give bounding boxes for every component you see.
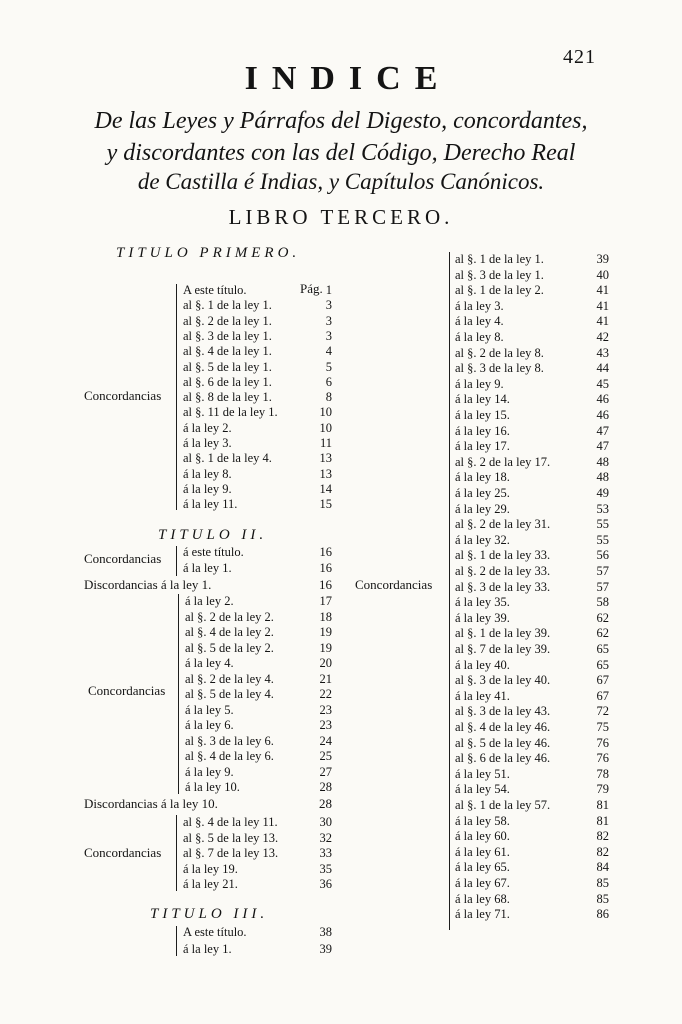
index-entry-page: 17 <box>319 594 332 608</box>
index-entry <box>455 875 609 891</box>
index-entry-text: á la ley 19. <box>183 861 238 876</box>
index-entry <box>455 532 609 548</box>
index-entry <box>183 297 332 313</box>
index-entry <box>455 641 609 657</box>
concordancias-label-t1: Concordancias <box>84 388 162 403</box>
index-entry <box>185 733 332 749</box>
index-entry-text: al §. 5 de la ley 2. <box>185 640 274 655</box>
discordancias-t2-2-page: 28 <box>319 796 332 811</box>
index-entry <box>455 313 609 329</box>
index-entry <box>455 781 609 797</box>
index-entry-page: 81 <box>596 798 609 812</box>
index-entry-page: 49 <box>596 486 609 500</box>
index-entry <box>455 735 609 751</box>
index-entry-text: al §. 4 de la ley 6. <box>185 749 274 763</box>
index-entry-page: 10 <box>319 420 332 435</box>
index-entry-page: 65 <box>596 642 609 656</box>
index-entry-text: á la ley 16. <box>455 423 510 438</box>
index-entry-text: al §. 5 de la ley 46. <box>455 735 551 750</box>
index-entry-page: 13 <box>319 451 332 466</box>
index-entry <box>185 717 332 733</box>
titulo-primero-heading: TITULO PRIMERO. <box>116 245 301 261</box>
index-entry <box>455 672 609 688</box>
index-entry-page: 79 <box>596 782 609 797</box>
index-entry <box>185 655 332 671</box>
index-entry <box>455 391 609 407</box>
index-entry <box>455 657 609 673</box>
index-entry <box>455 719 609 735</box>
index-entry-page: 25 <box>319 749 332 763</box>
index-entry-text: á la ley 6. <box>185 718 234 732</box>
index-entry-page: 16 <box>319 545 332 559</box>
index-entry-text: á la ley 11. <box>183 497 238 512</box>
index-entry-text: á la ley 8. <box>455 330 504 344</box>
index-entry-page: 76 <box>596 751 609 766</box>
index-entry-page: 5 <box>325 359 332 374</box>
index-entry-text: á la ley 3. <box>183 436 232 450</box>
index-entry-text: al §. 3 de la ley 8. <box>455 361 544 376</box>
index-entry-text: á la ley 9. <box>185 764 234 779</box>
index-entry <box>183 924 332 940</box>
index-entry <box>183 830 332 846</box>
index-entry <box>183 374 332 390</box>
index-entry <box>455 407 609 423</box>
index-entry-text: á la ley 15. <box>455 408 510 422</box>
index-entry-page: 62 <box>596 610 609 625</box>
index-entry-text: al §. 7 de la ley 39. <box>455 642 551 656</box>
index-entry-text: á la ley 71. <box>455 907 510 922</box>
index-entry <box>455 298 609 314</box>
index-entry <box>183 404 332 420</box>
index-entry-text: á la ley 9. <box>183 481 232 496</box>
index-entry <box>455 454 609 470</box>
index-entry <box>455 469 609 485</box>
index-entry-page: 3 <box>325 298 332 313</box>
index-entry-page: 28 <box>319 780 332 794</box>
index-entry-page: 24 <box>319 733 332 748</box>
index-entry-text: al §. 2 de la ley 1. <box>183 313 272 328</box>
index-entry-text: á la ley 54. <box>455 782 510 797</box>
index-entry <box>183 343 332 359</box>
index-entry <box>185 764 332 780</box>
index-entry-page: 35 <box>319 861 332 876</box>
index-entry-text: al §. 5 de la ley 1. <box>183 359 272 374</box>
index-entry-text: al §. 2 de la ley 31. <box>455 517 551 532</box>
index-entry-text: al §. 4 de la ley 11. <box>183 815 278 829</box>
index-entry-text: A este título. <box>183 925 247 939</box>
index-entry-text: á la ley 51. <box>455 766 510 781</box>
index-entry-text: á la ley 21. <box>183 877 238 891</box>
index-entry <box>185 686 332 702</box>
index-entry-page: 27 <box>319 764 332 779</box>
index-entry-text: á la ley 8. <box>183 466 232 481</box>
index-entry-page: 67 <box>596 673 609 688</box>
index-entry <box>455 282 609 298</box>
index-entry-page: 4 <box>325 344 332 359</box>
index-entry-text: A este título. <box>183 283 247 297</box>
index-entry-page: 41 <box>596 298 609 313</box>
brace-t3 <box>176 926 177 956</box>
index-entry-text: á la ley 18. <box>455 470 510 485</box>
index-entry-text: á la ley 2. <box>183 420 232 435</box>
index-entry-text: á la ley 3. <box>455 298 504 313</box>
index-entry <box>455 610 609 626</box>
index-entry-page: 13 <box>319 466 332 481</box>
index-entry-page: 47 <box>596 423 609 438</box>
index-entry-page: 55 <box>596 532 609 547</box>
index-entry <box>183 845 332 861</box>
index-entry-text: á la ley 1. <box>183 942 232 956</box>
index-entry-text: á la ley 39. <box>455 610 510 625</box>
index-entry-page: 8 <box>325 390 332 405</box>
index-entry-text: á la ley 1. <box>183 560 232 575</box>
index-entry <box>183 814 332 830</box>
index-entry <box>183 328 332 344</box>
index-entry-page: 46 <box>596 392 609 407</box>
index-entry-page: 44 <box>596 361 609 376</box>
index-entry-text: á este título. <box>183 545 244 559</box>
index-entry-page: 85 <box>596 891 609 906</box>
index-entry-text: al §. 1 de la ley 1. <box>455 252 544 266</box>
index-entry-text: á la ley 65. <box>455 860 510 875</box>
index-entry-text: al §. 11 de la ley 1. <box>183 405 278 420</box>
concordancias-label-right: Concordancias <box>355 577 433 592</box>
index-entry <box>455 891 609 907</box>
brace-t2c <box>176 815 177 891</box>
index-entry <box>183 420 332 436</box>
index-entry-text: al §. 4 de la ley 2. <box>185 625 274 639</box>
page-number: 421 <box>563 46 596 68</box>
index-entry-text: al §. 3 de la ley 33. <box>455 579 551 594</box>
index-entry-page: 72 <box>596 704 609 719</box>
index-entry-page: 58 <box>596 595 609 610</box>
index-entry <box>183 389 332 405</box>
index-entry-text: á la ley 17. <box>455 439 510 454</box>
book-title: LIBRO TERCERO. <box>228 205 454 229</box>
index-entry-text: al §. 6 de la ley 46. <box>455 751 551 766</box>
index-entry-text: á la ley 9. <box>455 376 504 391</box>
index-entry-text: al §. 1 de la ley 1. <box>183 298 272 313</box>
discordancias-t2-1: Discordancias á la ley 1. <box>84 577 212 592</box>
index-entry-page: 41 <box>596 283 609 298</box>
index-entry-text: al §. 5 de la ley 13. <box>183 830 279 845</box>
concordancias-label-t2b: Concordancias <box>88 683 166 698</box>
index-entry <box>455 594 609 610</box>
index-entry <box>455 625 609 641</box>
index-entry <box>183 313 332 329</box>
index-entry-page: 32 <box>319 830 332 845</box>
index-entry <box>455 547 609 563</box>
index-entry <box>455 844 609 860</box>
index-entry-page: 42 <box>596 330 609 344</box>
page-title: INDICE <box>244 60 452 97</box>
index-entry-page: 23 <box>319 718 332 732</box>
subtitle-line-2: y discordantes con las del Código, Derecho Real <box>106 140 576 166</box>
index-entry <box>455 267 609 283</box>
brace-t2b <box>178 594 179 794</box>
index-entry-text: al §. 1 de la ley 39. <box>455 626 551 641</box>
index-entry <box>455 360 609 376</box>
index-entry <box>455 438 609 454</box>
index-entry-text: á la ley 25. <box>455 486 510 500</box>
index-entry-text: á la ley 2. <box>185 594 234 608</box>
index-entry-text: á la ley 10. <box>185 780 240 794</box>
index-entry <box>455 828 609 844</box>
index-entry-page: 48 <box>596 454 609 469</box>
index-entry-page: 15 <box>319 497 332 512</box>
index-entry <box>183 359 332 375</box>
brace-t1 <box>176 284 177 510</box>
subtitle-line-1: De las Leyes y Párrafos del Digesto, concordantes, <box>94 108 588 134</box>
index-entry <box>455 906 609 922</box>
index-entry-page: 81 <box>596 813 609 828</box>
index-entry-text: al §. 2 de la ley 33. <box>455 564 551 578</box>
index-entry-text: al §. 3 de la ley 40. <box>455 673 551 688</box>
index-entry-text: á la ley 58. <box>455 813 510 828</box>
index-entry-page: 19 <box>319 625 332 639</box>
index-entry-page: 6 <box>325 374 332 389</box>
index-entry-page: 65 <box>596 657 609 672</box>
index-entry <box>455 750 609 766</box>
index-entry-text: á la ley 61. <box>455 844 510 859</box>
index-entry <box>185 593 332 609</box>
index-entry-text: al §. 2 de la ley 4. <box>185 671 274 686</box>
brace-right <box>449 252 450 930</box>
index-entry <box>455 703 609 719</box>
discordancias-t2-1-page: 16 <box>319 577 332 592</box>
index-entry-page: 39 <box>596 252 609 266</box>
index-entry-page: 56 <box>596 548 609 563</box>
index-entry-page: 36 <box>319 877 332 891</box>
index-entry-text: al §. 8 de la ley 1. <box>183 390 272 405</box>
index-entry-page: 18 <box>319 609 332 624</box>
index-entry-text: al §. 6 de la ley 1. <box>183 374 272 389</box>
index-entry <box>183 435 332 451</box>
index-entry-text: al §. 1 de la ley 4. <box>183 451 272 466</box>
index-entry-text: al §. 1 de la ley 2. <box>455 283 544 298</box>
index-entry <box>185 624 332 640</box>
index-entry-page: 22 <box>319 687 332 701</box>
index-entry-text: á la ley 40. <box>455 657 510 672</box>
index-entry <box>455 423 609 439</box>
index-entry <box>185 748 332 764</box>
index-entry-text: al §. 7 de la ley 13. <box>183 846 279 860</box>
index-entry-page: 46 <box>596 408 609 422</box>
index-entry-page: 33 <box>319 846 332 860</box>
index-entry-text: al §. 3 de la ley 1. <box>455 267 544 282</box>
subtitle-line-3: de Castilla é Indias, y Capítulos Canónicos. <box>137 169 545 194</box>
index-entry <box>455 563 609 579</box>
index-entry-page: 3 <box>325 313 332 328</box>
index-entry <box>455 376 609 392</box>
index-entry-page: 10 <box>319 405 332 420</box>
index-entry-page: 75 <box>596 720 609 734</box>
index-entry-page: 84 <box>596 860 609 875</box>
index-entry <box>183 481 332 497</box>
index-entry <box>183 466 332 482</box>
index-entry-page: 45 <box>596 376 609 391</box>
index-entry-text: al §. 2 de la ley 8. <box>455 345 544 360</box>
index-entry-text: al §. 2 de la ley 17. <box>455 454 551 469</box>
concordancias-label-t2a: Concordancias <box>84 551 162 566</box>
index-entry-text: al §. 4 de la ley 46. <box>455 720 551 734</box>
index-entry <box>183 941 332 957</box>
index-entry <box>185 640 332 656</box>
index-entry <box>183 560 332 576</box>
index-entry-page: 16 <box>319 560 332 575</box>
index-entry <box>185 671 332 687</box>
index-entry-page: 11 <box>319 436 332 450</box>
index-entry <box>455 688 609 704</box>
index-entry-page: 57 <box>596 564 609 578</box>
index-entry-text: á la ley 14. <box>455 392 510 407</box>
brace-t2a <box>176 546 177 576</box>
index-entry <box>455 813 609 829</box>
index-entry-page: 48 <box>596 470 609 485</box>
index-entry-text: á la ley 5. <box>185 702 234 717</box>
index-entry-page: 41 <box>596 314 609 329</box>
index-entry-page: 82 <box>596 829 609 844</box>
index-entry-text: al §. 3 de la ley 1. <box>183 328 272 343</box>
index-entry-page: 53 <box>596 501 609 516</box>
index-entry <box>455 251 609 267</box>
index-entry-text: á la ley 4. <box>455 314 504 329</box>
index-entry-page: 78 <box>596 766 609 781</box>
index-entry-page: 43 <box>596 345 609 360</box>
index-entry-page: 38 <box>319 925 332 939</box>
index-entry-page: 21 <box>319 671 332 686</box>
index-entry-page: 30 <box>319 815 332 829</box>
index-entry-page: 55 <box>596 517 609 532</box>
index-entry-page: 57 <box>596 579 609 594</box>
index-entry <box>455 579 609 595</box>
index-entry-page: 62 <box>596 626 609 641</box>
index-entry <box>183 282 332 298</box>
index-entry-text: al §. 5 de la ley 4. <box>185 687 274 701</box>
index-entry-page: 47 <box>596 439 609 454</box>
index-entry-text: á la ley 4. <box>185 656 234 670</box>
index-entry <box>455 516 609 532</box>
index-entry-page: 39 <box>319 942 332 956</box>
index-entry <box>455 859 609 875</box>
index-entry-text: á la ley 67. <box>455 876 510 890</box>
index-entry-text: á la ley 32. <box>455 532 510 547</box>
index-entry-page: 40 <box>596 267 609 282</box>
index-entry <box>183 861 332 877</box>
index-entry-page: 1 <box>325 283 332 297</box>
index-entry <box>455 345 609 361</box>
index-entry <box>455 329 609 345</box>
index-entry-page: 19 <box>319 640 332 655</box>
index-entry-page: 67 <box>596 688 609 703</box>
index-entry-text: al §. 2 de la ley 2. <box>185 609 274 624</box>
index-entry <box>455 766 609 782</box>
index-entry <box>185 609 332 625</box>
index-entry <box>455 485 609 501</box>
index-entry-text: á la ley 60. <box>455 829 510 844</box>
index-entry-page: 3 <box>325 328 332 343</box>
index-entry-page: 14 <box>319 481 332 496</box>
index-entry-page: 85 <box>596 876 609 890</box>
index-entry-page: 86 <box>596 907 609 922</box>
index-entry <box>455 797 609 813</box>
index-entry-text: al §. 1 de la ley 57. <box>455 798 551 812</box>
index-entry-text: al §. 1 de la ley 33. <box>455 548 551 563</box>
index-entry <box>183 496 332 512</box>
pag-header: Pág. <box>300 281 323 296</box>
index-entry-page: 76 <box>596 735 609 750</box>
index-entry-text: á la ley 41. <box>455 688 510 703</box>
titulo-ii-heading: TITULO II. <box>158 527 268 543</box>
index-entry <box>185 702 332 718</box>
index-entry-text: á la ley 35. <box>455 595 510 610</box>
discordancias-t2-2: Discordancias á la ley 10. <box>84 796 218 811</box>
index-entry-text: al §. 4 de la ley 1. <box>183 344 272 359</box>
index-entry-page: 82 <box>596 844 609 859</box>
index-entry-text: á la ley 68. <box>455 891 510 906</box>
index-entry <box>183 450 332 466</box>
index-entry-page: 20 <box>319 656 332 670</box>
concordancias-label-t2c: Concordancias <box>84 845 162 860</box>
index-entry-text: al §. 3 de la ley 43. <box>455 704 551 719</box>
index-entry <box>455 501 609 517</box>
index-entry <box>183 876 332 892</box>
index-entry <box>185 779 332 795</box>
index-entry-page: 23 <box>319 702 332 717</box>
index-entry-text: al §. 3 de la ley 6. <box>185 733 274 748</box>
index-entry-text: á la ley 29. <box>455 501 510 516</box>
titulo-iii-heading: TITULO III. <box>150 906 269 922</box>
index-entry <box>183 544 332 560</box>
